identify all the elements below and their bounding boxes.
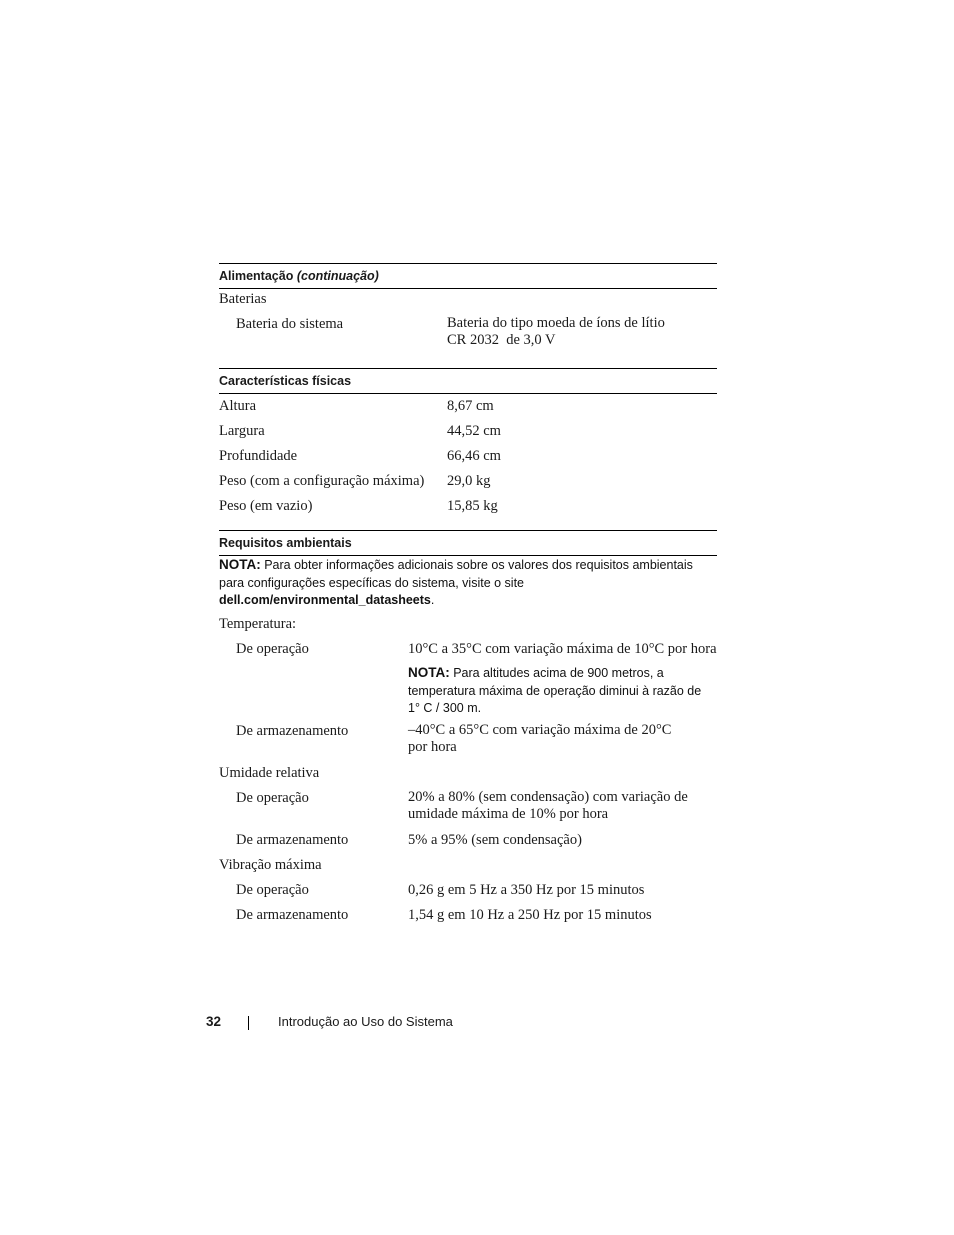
continuation-label: (continuação) (296, 269, 379, 283)
row-value: 15,85 kg (447, 498, 498, 514)
vibration-storage-label: De armazenamento (236, 907, 349, 923)
vibration-label: Vibração máxima (219, 857, 322, 873)
temp-operating-label: De operação (236, 641, 309, 657)
row-label: Peso (com a configuração máxima) (219, 473, 425, 489)
environmental-heading-text: Requisitos ambientais (219, 536, 352, 550)
batteries-label: Baterias (219, 291, 267, 307)
row-label: Profundidade (219, 448, 298, 464)
system-battery-value-line2: CR 2032 de 3,0 V (447, 332, 556, 348)
op-note-line1: Para altitudes acima de 900 metros, a (449, 666, 664, 680)
physical-rows (219, 394, 717, 519)
row-label: Altura (219, 398, 257, 414)
humidity-operating-value-line2: umidade máxima de 10% por hora (408, 806, 609, 822)
physical-heading-text: Características físicas (219, 374, 352, 388)
temperature-label: Temperatura: (219, 616, 297, 632)
table-row (219, 494, 717, 519)
temp-operating-note (408, 664, 717, 718)
humidity-label: Umidade relativa (219, 765, 320, 781)
spec-table (219, 263, 717, 923)
temp-operating-value: 10°C a 35°C com variação máxima de 10°C por hora (408, 641, 717, 657)
power-heading-text: Alimentação (219, 269, 294, 283)
table-row (219, 394, 717, 419)
temp-storage-value-line1: –40°C a 65°C com variação máxima de 20°C (408, 722, 672, 738)
humidity-operating-value-line1: 20% a 80% (sem condensação) com variação de (408, 789, 688, 805)
temp-storage-value (408, 722, 671, 756)
table-row (219, 419, 717, 444)
humidity-operating-label: De operação (236, 790, 309, 806)
note-label: NOTA: (219, 557, 261, 572)
power-section-heading (219, 263, 717, 289)
table-row (219, 444, 717, 469)
humidity-operating-value (408, 789, 688, 823)
vibration-operating-label: De operação (236, 882, 309, 898)
page-number: 32 (206, 1014, 222, 1029)
system-battery-label: Bateria do sistema (236, 316, 344, 332)
humidity-storage-value: 5% a 95% (sem condensação) (408, 832, 582, 848)
temp-storage-label: De armazenamento (236, 723, 349, 739)
row-value: 44,52 cm (447, 423, 501, 439)
temp-storage-value-line2: por hora (408, 739, 457, 755)
row-label: Largura (219, 423, 265, 439)
vibration-operating-value: 0,26 g em 5 Hz a 350 Hz por 15 minutos (408, 882, 645, 898)
environmental-note (219, 556, 717, 610)
row-value: 66,46 cm (447, 448, 501, 464)
environmental-section-heading (219, 530, 717, 556)
row-value: 8,67 cm (447, 398, 494, 414)
op-note-label: NOTA: (408, 665, 450, 680)
system-battery-value (447, 315, 665, 349)
note-period: . (430, 593, 435, 607)
note-text-line1: Para obter informações adicionais sobre os valores dos requisitos ambientais (260, 558, 693, 572)
table-row (219, 469, 717, 494)
vibration-storage-value: 1,54 g em 10 Hz a 250 Hz por 15 minutos (408, 907, 652, 923)
note-text-line2: para configurações específicas do sistema, visite o site (219, 575, 525, 590)
op-note-line2: temperatura máxima de operação diminui à razão de (408, 683, 702, 698)
physical-section-heading (219, 368, 717, 394)
datasheets-link[interactable]: dell.com/environmental_datasheets (219, 593, 431, 607)
footer-divider (248, 1016, 249, 1030)
row-value: 29,0 kg (447, 473, 491, 489)
humidity-storage-label: De armazenamento (236, 832, 349, 848)
row-label: Peso (em vazio) (219, 498, 313, 514)
footer-title: Introdução ao Uso do Sistema (278, 1014, 453, 1029)
op-note-line3: 1° C / 300 m. (408, 701, 482, 715)
system-battery-value-line1: Bateria do tipo moeda de íons de lítio (447, 315, 665, 331)
